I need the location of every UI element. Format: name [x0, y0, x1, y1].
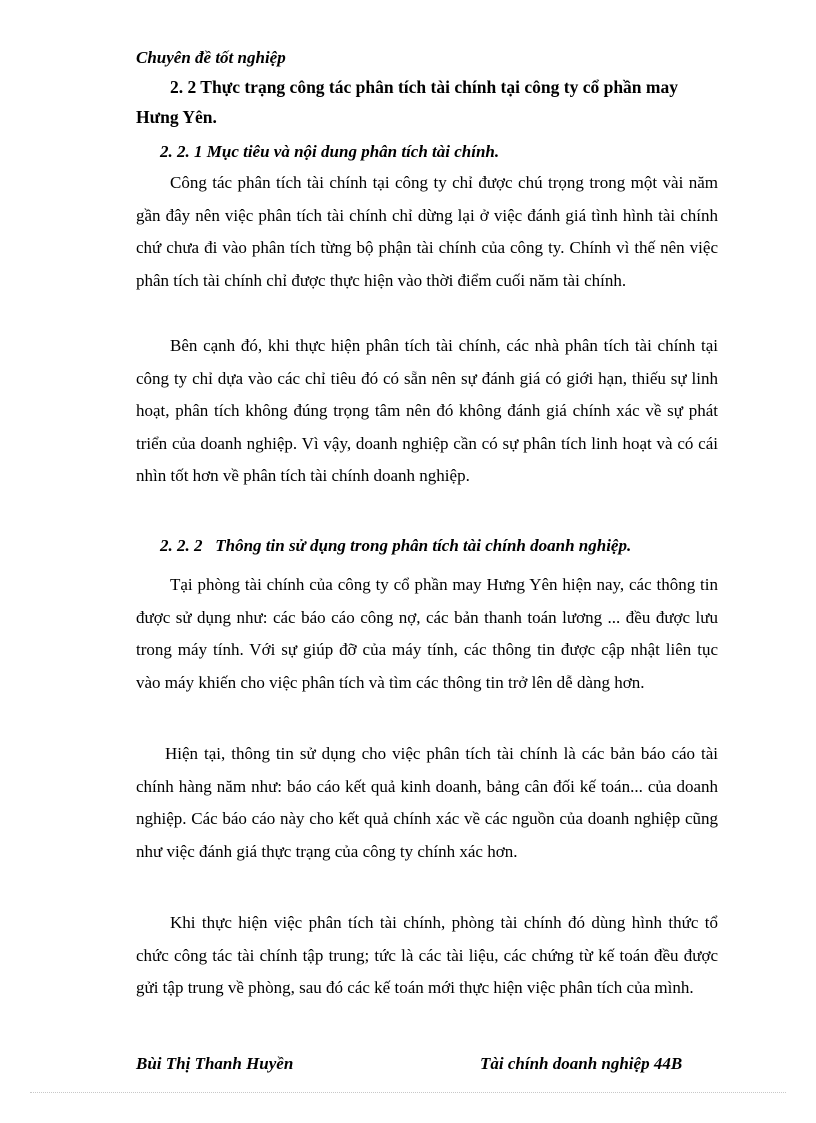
section-heading	[136, 72, 716, 132]
footer-program: Tài chính doanh nghiệp 44B	[480, 1054, 683, 1073]
section-heading-text: 2. 2 Thực trạng công tác phân tích tài chính tại công ty cổ phần may Hưng Yên.	[136, 77, 678, 127]
document-header-title: Chuyên đề tốt nghiệp	[136, 48, 286, 67]
paragraph: Bên cạnh đó, khi thực hiện phân tích tài chính, các nhà phân tích tài chính tại công ty chỉ dựa vào các chỉ tiêu đó có sẵn nên sự đánh giá có giới hạn, thiếu sự linh hoạt, phân tích không đúng trọng tâm nên đó không đánh giá chính xác về sự phát triển của doanh nghiệp. Vì vậy, doanh nghiệp cần có sự phân tích linh hoạt và có cái nhìn tốt hơn về phân tích tài chính doanh nghiệp.	[136, 336, 718, 485]
page-bottom-divider	[30, 1092, 786, 1093]
paragraph: Công tác phân tích tài chính tại công ty chỉ được chú trọng trong một vài năm gần đây nên việc phân tích tài chính chỉ dừng lại ở việc đánh giá tình hình tài chính chứ chưa đi vào phân tích từng bộ phận tài chính của công ty. Chính vì thế nên việc phân tích tài chính chỉ được thực hiện vào thời điểm cuối năm tài chính.	[136, 173, 718, 290]
paragraph: Hiện tại, thông tin sử dụng cho việc phân tích tài chính là các bản báo cáo tài chính hàng năm như: báo cáo kết quả kinh doanh, bảng cân đối kế toán... của doanh nghiệp. Các báo cáo này cho kết quả chính xác về các nguồn của doanh nghiệp cũng như việc đánh giá thực trạng của công ty chính xác hơn.	[136, 744, 718, 861]
paragraph: Tại phòng tài chính của công ty cổ phần may Hưng Yên hiện nay, các thông tin được sử dụng như: các báo cáo công nợ, các bản thanh toán lương ... đều được lưu trong máy tính. Với sự giúp đỡ của máy tính, các thông tin được cập nhật liên tục vào máy khiến cho việc phân tích và tìm các thông tin trở lên dễ dàng hơn.	[136, 575, 718, 692]
paragraph: Khi thực hiện việc phân tích tài chính, phòng tài chính đó dùng hình thức tổ chức công tác tài chính tập trung; tức là các tài liệu, các chứng từ kế toán đều được gửi tập trung về phòng, sau đó các kế toán mới thực hiện việc phân tích của mình.	[136, 913, 718, 997]
subsection-heading-2-2-1: 2. 2. 1 Mục tiêu và nội dung phân tích tài chính.	[160, 142, 500, 161]
footer-author: Bùi Thị Thanh Huyền	[136, 1054, 294, 1073]
subsection-heading-2-2-2: 2. 2. 2 Thông tin sử dụng trong phân tích tài chính doanh nghiệp.	[160, 536, 632, 555]
